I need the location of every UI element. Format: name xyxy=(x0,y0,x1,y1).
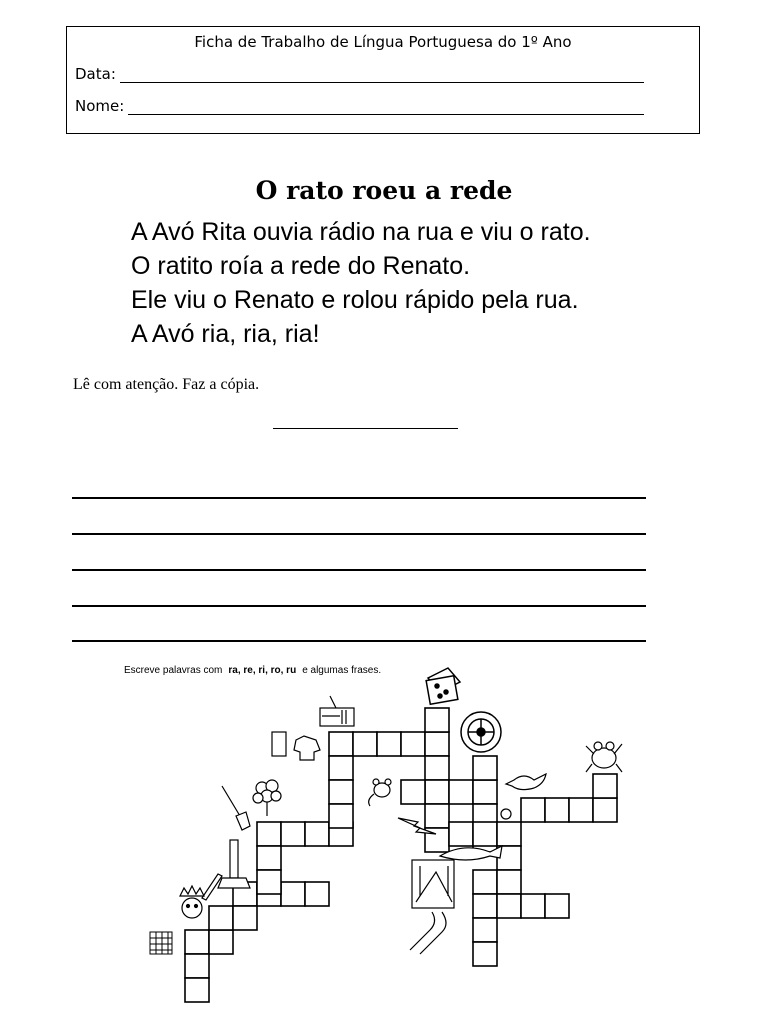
crossword-cell[interactable] xyxy=(497,894,521,918)
name-field[interactable] xyxy=(75,97,644,115)
crossword-cell[interactable] xyxy=(329,756,353,780)
crossword-cell[interactable] xyxy=(281,822,305,846)
crossword-cell[interactable] xyxy=(329,780,353,804)
writing-line[interactable] xyxy=(72,605,646,607)
crossword-cell[interactable] xyxy=(593,774,617,798)
worksheet-header xyxy=(66,26,700,134)
story-line: A Avó ria, ria, ria! xyxy=(131,320,320,348)
crossword-cell[interactable] xyxy=(497,870,521,894)
crossword-cell[interactable] xyxy=(377,732,401,756)
king-icon xyxy=(180,886,204,918)
name-line[interactable] xyxy=(128,102,644,115)
net-icon xyxy=(150,932,172,954)
crossword-cell[interactable] xyxy=(569,798,593,822)
date-label: Data: xyxy=(75,65,116,83)
mouse-icon xyxy=(369,779,391,806)
crossword-cell[interactable] xyxy=(425,756,449,780)
wheel-icon xyxy=(461,712,501,752)
crossword-cell[interactable] xyxy=(473,942,497,966)
story-title: O rato roeu a rede xyxy=(255,176,513,205)
crossword-cell[interactable] xyxy=(185,930,209,954)
date-line[interactable] xyxy=(120,70,644,83)
story-line: A Avó Rita ouvia rádio na rua e viu o rato. xyxy=(131,218,591,246)
puzzle-syllables: ra, re, ri, ro, ru xyxy=(228,665,297,676)
crossword-cell[interactable] xyxy=(257,870,281,894)
crossword-cell[interactable] xyxy=(329,804,353,828)
crossword-puzzle xyxy=(0,650,768,1020)
crossword-cell[interactable] xyxy=(545,894,569,918)
crossword-cell[interactable] xyxy=(185,978,209,1002)
crossword-cell[interactable] xyxy=(593,798,617,822)
worksheet-title: Ficha de Trabalho de Língua Portuguesa do 1º Ano xyxy=(194,33,572,51)
dice-icon xyxy=(426,668,460,704)
crossword-cell[interactable] xyxy=(545,798,569,822)
crossword-cell[interactable] xyxy=(401,732,425,756)
crossword-cell[interactable] xyxy=(521,798,545,822)
puzzle-label-prefix: Escreve palavras com xyxy=(124,665,223,676)
river-icon xyxy=(410,912,446,954)
crossword-cell[interactable] xyxy=(257,822,281,846)
writing-line[interactable] xyxy=(72,640,646,642)
crossword-cell[interactable] xyxy=(449,780,473,804)
writing-line[interactable] xyxy=(72,533,646,535)
crossword-cell[interactable] xyxy=(401,780,425,804)
crossword-cell[interactable] xyxy=(209,930,233,954)
crossword-cell[interactable] xyxy=(497,822,521,846)
writing-line[interactable] xyxy=(72,569,646,571)
crossword-cell[interactable] xyxy=(425,780,449,804)
flower-icon xyxy=(253,780,281,816)
copy-title-line[interactable] xyxy=(273,428,458,429)
crossword-cell[interactable] xyxy=(473,918,497,942)
crossword-cell[interactable] xyxy=(185,954,209,978)
radio-icon xyxy=(320,696,354,726)
crossword-cell[interactable] xyxy=(209,906,233,930)
crossword-cell[interactable] xyxy=(473,894,497,918)
story-line: O ratito roía a rede do Renato. xyxy=(131,252,471,280)
story-line: Ele viu o Renato e rolou rápido pela rua. xyxy=(131,286,579,314)
spade-icon xyxy=(222,786,250,830)
crossword-cell[interactable] xyxy=(425,732,449,756)
story-text xyxy=(131,215,591,351)
puzzle-label-suffix: e algumas frases. xyxy=(302,665,382,676)
crossword-cell[interactable] xyxy=(257,846,281,870)
crossword-cell[interactable] xyxy=(521,894,545,918)
date-field[interactable] xyxy=(75,65,644,83)
street-icon xyxy=(412,860,454,908)
writing-line[interactable] xyxy=(72,497,646,499)
crossword-cell[interactable] xyxy=(449,822,473,846)
crossword-cell[interactable] xyxy=(305,822,329,846)
frog-icon xyxy=(586,742,622,772)
crossword-cell[interactable] xyxy=(233,906,257,930)
name-label: Nome: xyxy=(75,97,125,115)
copy-instruction: Lê com atenção. Faz a cópia. xyxy=(73,376,260,393)
clothes-icon xyxy=(272,732,320,760)
crossword-cell[interactable] xyxy=(473,780,497,804)
crossword-cell[interactable] xyxy=(473,756,497,780)
crossword-cell[interactable] xyxy=(473,870,497,894)
crossword-cell[interactable] xyxy=(425,804,449,828)
crossword-cell[interactable] xyxy=(329,732,353,756)
crossword-cell[interactable] xyxy=(425,708,449,732)
crossword-cell[interactable] xyxy=(305,882,329,906)
crossword-cell[interactable] xyxy=(473,822,497,846)
crossword-cell[interactable] xyxy=(281,882,305,906)
crossword-cell[interactable] xyxy=(353,732,377,756)
